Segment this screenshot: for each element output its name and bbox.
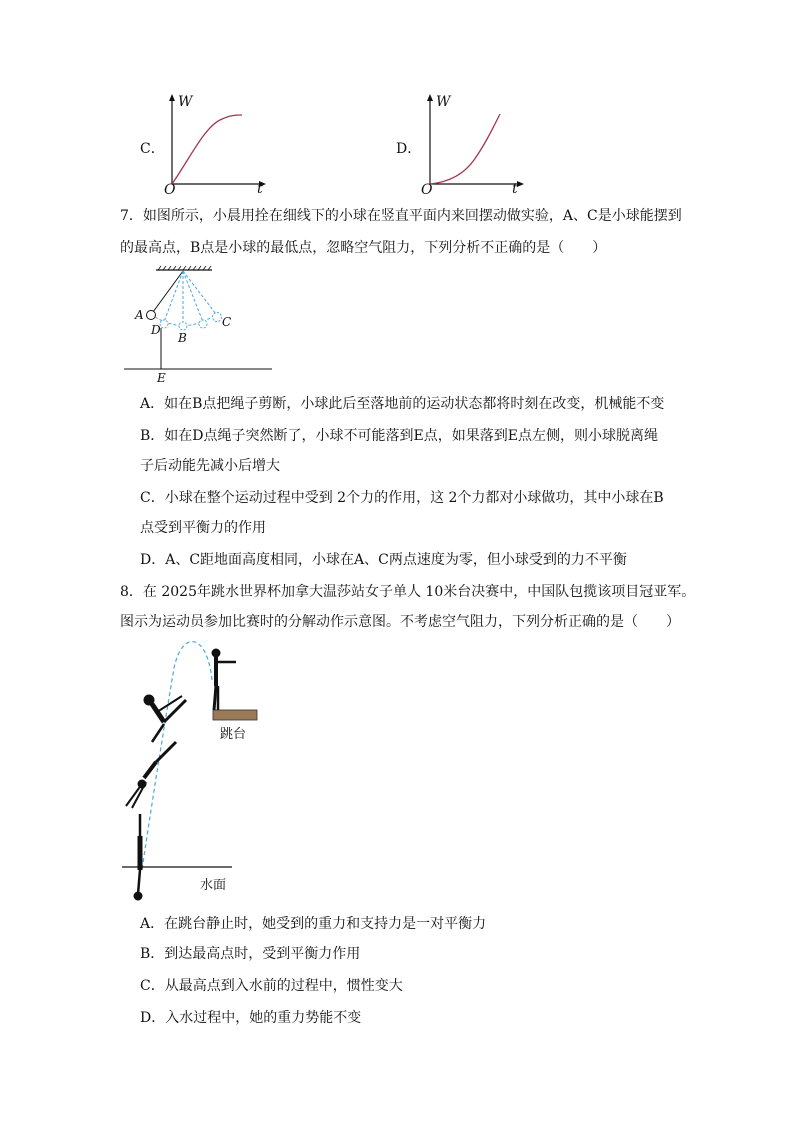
pendulum-label-a: A [135,308,144,322]
graph-d-y-label: W [436,94,451,110]
pendulum-label-d: D [151,323,161,337]
pendulum-figure [120,268,280,378]
q7-option-c-line1: C．小球在整个运动过程中受到 2个力的作用，这 2个力都对小球做功，其中小球在B [140,490,664,506]
graph-c-label: C． [140,141,165,157]
graph-d-curve [430,114,500,184]
graph-c-origin: O [164,182,176,198]
graph-d-label: D． [396,141,422,157]
diving-water-label: 水面 [200,878,227,893]
graph-d-x-label: t [512,181,518,197]
q8-line2: 图示为运动员参加比赛时的分解动作示意图。不考虑空气阻力，下列分析正确的是（ ） [120,614,680,630]
q7-option-d: D．A、C距地面高度相同，小球在A、C两点速度为零，但小球受到的力不平衡 [140,552,627,568]
diving-figure [112,638,272,908]
q8-option-a: A．在跳台静止时，她受到的重力和支持力是一对平衡力 [140,916,487,932]
pendulum-label-c: C [222,315,232,329]
pendulum-label-e: E [157,371,166,385]
graph-c-x-label: t [257,181,263,197]
graph-c-y-label: W [178,94,193,110]
q8-option-b: B．到达最高点时，受到平衡力作用 [140,946,361,962]
q8-option-d: D．入水过程中，她的重力势能不变 [140,1010,362,1026]
q7-line1: 7．如图所示，小晨用拴在细线下的小球在竖直平面内来回摆动做实验，A、C是小球能摆到 [120,208,682,224]
pendulum-label-b: B [178,331,187,345]
q8-option-c: C．从最高点到入水前的过程中，惯性变大 [140,978,403,994]
q7-option-b-line2: 子后动能先减小后增大 [140,458,280,474]
q7-option-c-line2: 点受到平衡力的作用 [140,520,266,536]
graph-d-origin: O [421,182,433,198]
q8-line1: 8．在 2025年跳水世界杯加拿大温莎站女子单人 10米台决赛中，中国队包揽该项目冠亚军。 [120,584,696,600]
q7-option-b-line1: B．如在D点绳子突然断了，小球不可能落到E点，如果落到E点左侧，则小球脱离绳 [140,428,658,444]
graph-c-curve [172,115,242,184]
q7-line2: 的最高点，B点是小球的最低点，忽略空气阻力，下列分析不正确的是（ ） [120,240,607,256]
diving-platform-label: 跳台 [220,727,247,742]
q7-option-a: A．如在B点把绳子剪断，小球此后至落地前的运动状态都将时刻在改变，机械能不变 [140,396,665,412]
